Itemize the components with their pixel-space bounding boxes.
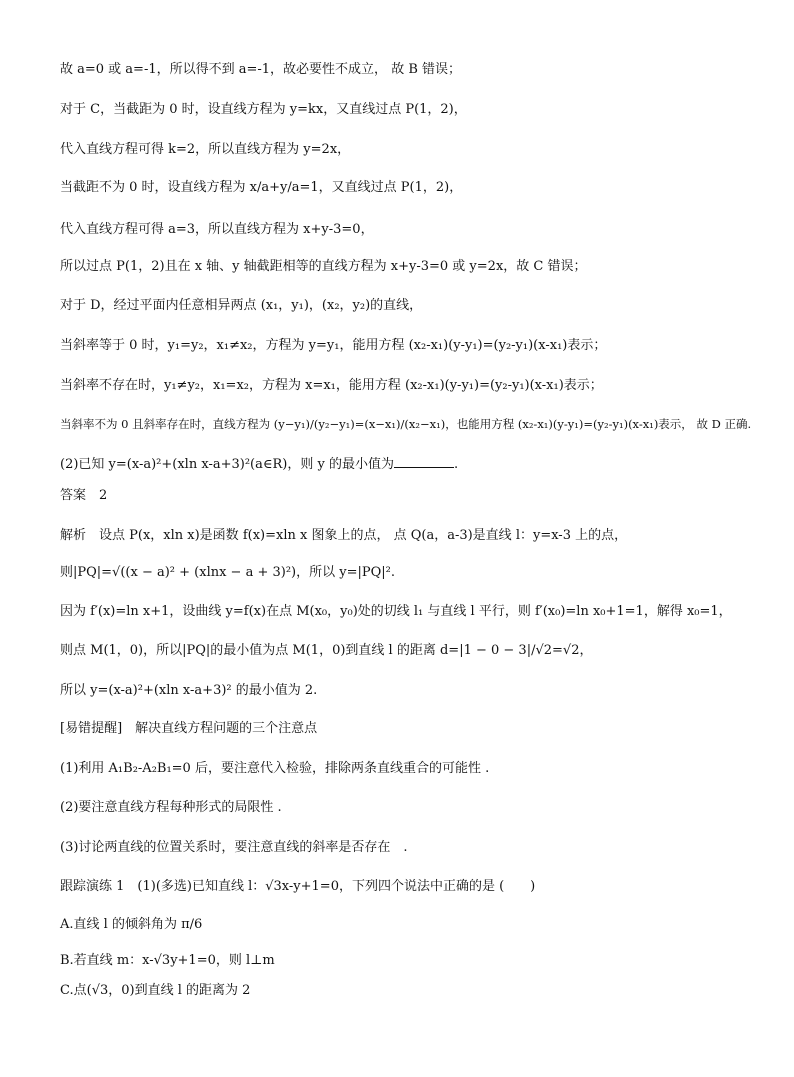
text-line: (1)利用 A₁B₂-A₂B₁=0 后，要注意代入检验，排除两条直线重合的可能性 . (60, 761, 490, 776)
text-line: 当截距不为 0 时，设直线方程为 x/a+y/a=1，又直线过点 P(1，2)， (60, 180, 463, 195)
text-line: (2)要注意直线方程每种形式的局限性 . (60, 800, 282, 815)
section-heading: [易错提醒] 解决直线方程问题的三个注意点 (60, 721, 318, 736)
question-text: (2)已知 y=(x-a)²+(xln x-a+3)²(a∈R)，则 y 的最小值为 (60, 457, 394, 472)
option-c: C.点(√3，0)到直线 l 的距离为 2 (60, 983, 251, 998)
text-line: 所以 y=(x-a)²+(xln x-a+3)² 的最小值为 2. (60, 683, 318, 698)
option-a: A.直线 l 的倾斜角为 π/6 (60, 917, 203, 932)
text-line: 所以过点 P(1，2)且在 x 轴、y 轴截距相等的直线方程为 x+y-3=0 或 y=2x，故 C 错误； (60, 259, 587, 274)
text-line: 则|PQ|=√((x − a)² + (xlnx − a + 3)²)，所以 y=|PQ|². (60, 565, 395, 580)
option-b: B.若直线 m：x-√3y+1=0，则 l⊥m (60, 953, 275, 968)
text-line: 对于 D，经过平面内任意相异两点 (x₁，y₁)，(x₂，y₂)的直线， (60, 298, 423, 313)
answer-line: 答案 2 (60, 488, 108, 503)
text-line: 当斜率等于 0 时，y₁=y₂，x₁≠x₂，方程为 y=y₁，能用方程 (x₂-x₁)(y-y₁)=(y₂-y₁)(x-x₁)表示； (60, 338, 607, 353)
text-line: 代入直线方程可得 k=2，所以直线方程为 y=2x， (60, 142, 351, 157)
text-line: 当斜率不存在时，y₁≠y₂，x₁=x₂，方程为 x=x₁，能用方程 (x₂-x₁)(y-y₁)=(y₂-y₁)(x-x₁)表示； (60, 378, 603, 393)
text-line: 当斜率不为 0 且斜率存在时，直线方程为 (y−y₁)/(y₂−y₁)=(x−x₁)/(x₂−x₁)，也能用方程 (x₂-x₁)(y-y₁)=(y₂-y₁)(x-x₁)表示， 故 D 正确. (60, 417, 752, 431)
text-line: 因为 f′(x)=ln x+1，设曲线 y=f(x)在点 M(x₀，y₀)处的切线 l₁ 与直线 l 平行，则 f′(x₀)=ln x₀+1=1，解得 x₀=1， (60, 604, 732, 619)
question-line: (2)已知 y=(x-a)²+(xln x-a+3)²(a∈R)，则 y 的最小值为 . (60, 457, 459, 472)
exercise-question: 跟踪演练 1 (1)(多选)已知直线 l：√3x-y+1=0，下列四个说法中正确的是 ( ) (60, 879, 536, 894)
text-line: 解析 设点 P(x，xln x)是函数 f(x)=xln x 图象上的点， 点 Q(a，a-3)是直线 l：y=x-3 上的点， (60, 528, 628, 543)
answer-blank (394, 455, 454, 468)
text-line: 对于 C，当截距为 0 时，设直线方程为 y=kx，又直线过点 P(1，2)， (60, 102, 467, 117)
text-line: 故 a=0 或 a=-1，所以得不到 a=-1，故必要性不成立， 故 B 错误； (60, 62, 462, 77)
text-line: 则点 M(1，0)，所以|PQ|的最小值为点 M(1，0)到直线 l 的距离 d=|1 − 0 − 3|/√2=√2， (60, 643, 593, 658)
text-line: (3)讨论两直线的位置关系时，要注意直线的斜率是否存在 . (60, 840, 408, 855)
text-line: 代入直线方程可得 a=3，所以直线方程为 x+y-3=0， (60, 222, 374, 237)
